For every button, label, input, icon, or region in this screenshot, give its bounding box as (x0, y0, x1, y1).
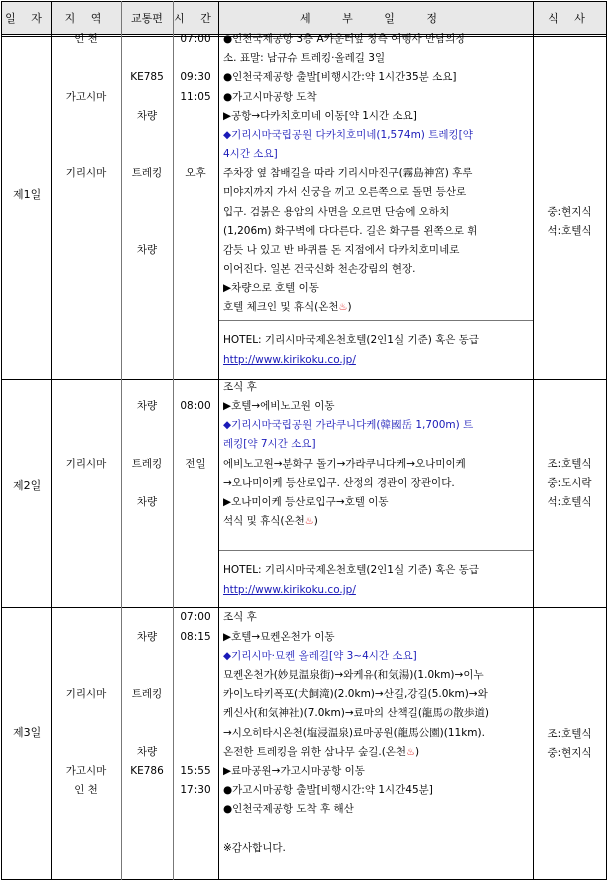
hot-spring-icon: ♨ (304, 516, 314, 527)
day1-region-incheon: 인 천 (74, 33, 98, 45)
day3-time-0700: 07:00 (180, 611, 211, 623)
day1-transport-car: 차량 (136, 110, 158, 122)
rule-day2-end (1, 607, 607, 608)
day1-time-afternoon: 오후 (185, 167, 206, 179)
day2-label: 제2일 (13, 479, 42, 492)
day1-label: 제1일 (13, 188, 42, 201)
day3-transport-car: 차량 (136, 631, 158, 643)
day1-line-14: ▶차량으로 호텔 이동 (223, 282, 319, 294)
header-meal: 식 사 (533, 1, 606, 35)
rule-bottom (1, 879, 607, 880)
day3-region-incheon: 인 천 (74, 784, 98, 796)
day1-region-kirishima: 기리시마 (65, 167, 107, 179)
day1-transport-trekking: 트레킹 (131, 167, 163, 179)
day1-line-3: ●인천국제공항 출발[비행시간:약 1시간35분 소요] (223, 71, 457, 83)
day1-region-kagoshima: 가고시마 (65, 91, 107, 103)
day2-time-0800: 08:00 (180, 400, 211, 412)
header-region: 지 역 (51, 1, 121, 35)
rule-top (1, 1, 607, 2)
day3-line-11: ●인천국제공항 도착 후 해산 (223, 803, 354, 815)
day2-region-kirishima: 기리시마 (65, 458, 107, 470)
day2-line-7: ▶오나미이케 등산로입구→호텔 이동 (223, 496, 389, 508)
day2-meal-dinner: 석:호텔식 (547, 496, 592, 508)
day1-line-5: ▶공항→다카치호미네 이동[약 1시간 소요] (223, 110, 417, 122)
header-transport: 교통편 (121, 1, 173, 35)
day1-time-1105: 11:05 (180, 91, 211, 103)
day1-line-8: 주차장 옆 참배길을 따라 기리시마진구(霧島神宮) 후루 (223, 167, 473, 179)
day3-time-1555: 15:55 (180, 765, 211, 777)
header-time: 시 간 (173, 1, 218, 35)
day1-line-12: 감듯 나 있고 반 바퀴를 돈 지점에서 다카치호미네로 (223, 244, 460, 256)
day1-line-11: (1,206m) 화구벽에 다다른다. 길은 화구를 왼쪽으로 휘 (223, 225, 478, 237)
day2-transport-car: 차량 (136, 400, 158, 412)
day1-line-10: 입구. 검붉은 용암의 사면을 오르면 단숨에 오하치 (223, 206, 450, 218)
day3-line-3: ◆기리시마·묘켄 올레길[약 3~4시간 소요] (223, 650, 417, 662)
rule-col4 (218, 1, 219, 880)
day1-line-9: 미야지까지 가서 신궁을 끼고 오른쪽으로 돌면 등산로 (223, 186, 467, 198)
day1-line-2: 소. 표말: 남규슈 트레킹·올레길 3일 (223, 52, 386, 64)
rule-day1-hotel (218, 320, 533, 321)
day2-transport-car2: 차량 (136, 496, 158, 508)
day1-line-1: ●인천국제공항 3층 A카운터앞 창측 여행사 만남의장 (223, 33, 466, 45)
rule-col3 (173, 1, 174, 880)
day3-line-8: 온전한 트레킹을 위한 삼나무 숲길.(온천♨) (223, 746, 420, 758)
day1-checkin-text: 호텔 체크인 및 휴식(온천 (223, 301, 339, 313)
rule-right (606, 1, 607, 880)
rule-left (1, 1, 2, 880)
day3-line-1: 조식 후 (223, 611, 257, 623)
header-day: 일 자 (2, 1, 51, 35)
header-schedule: 세 부 일 정 (218, 1, 533, 35)
day3-forest-text: 온전한 트레킹을 위한 삼나무 숲길.(온천 (223, 746, 407, 758)
day3-line-4: 묘켄온천가(妙見温泉街)→와케유(和気湯)(1.0km)→이누 (223, 669, 484, 681)
day1-time-0930: 09:30 (180, 71, 211, 83)
day3-meal-breakfast: 조:호텔식 (547, 728, 592, 740)
day1-transport-car2: 차량 (136, 244, 158, 256)
day2-line-5: 에비노고원→분화구 돌기→가라쿠니다케→오나미이케 (223, 458, 466, 470)
day3-line-5: 카이노타키폭포(犬飼滝)(2.0km)→산길,강길(5.0km)→와 (223, 688, 488, 700)
day3-line-9: ▶료마공원→가고시마공항 이동 (223, 765, 365, 777)
day2-hotel: HOTEL: 기리시마국제온천호텔(2인1실 기준) 혹은 동급 (223, 564, 480, 576)
day3-region-kirishima: 기리시마 (65, 688, 107, 700)
day2-line-8: 석식 및 휴식(온천♨) (223, 515, 318, 527)
day1-hotel: HOTEL: 기리시마국제온천호텔(2인1실 기준) 혹은 동급 (223, 334, 480, 346)
day2-rest-text: 석식 및 휴식(온천 (223, 515, 305, 527)
day2-time-allday: 전일 (185, 458, 206, 470)
day1-line-6: ◆기리시마국립공원 다카치호미네(1,574m) 트레킹[약 (223, 129, 473, 141)
day1-meal-dinner: 석:호텔식 (547, 225, 592, 237)
day3-transport-car2: 차량 (136, 746, 158, 758)
day2-meal-lunch: 중:도시락 (547, 477, 592, 489)
day2-line-3: ◆기리시마국립공원 가라쿠니다케(韓國岳 1,700m) 트 (223, 419, 474, 431)
day3-line-7: →시오히타시온천(塩浸温泉)료마공원(龍馬公園)(11km). (223, 727, 485, 739)
day2-line-2: ▶호텔→에비노고원 이동 (223, 400, 335, 412)
day3-line-12: ※감사합니다. (223, 842, 286, 854)
day1-hotel-link[interactable]: http://www.kirikoku.co.jp/ (223, 354, 356, 366)
day3-line-2: ▶호텔→묘켄온천가 이동 (223, 631, 335, 643)
day1-meal-lunch: 중:현지식 (547, 206, 592, 218)
day3-line-6: 케신사(和気神社)(7.0km)→료마의 산책길(龍馬の散歩道) (223, 707, 490, 719)
day1-transport-flight: KE785 (130, 71, 164, 83)
day3-transport-flight: KE786 (130, 765, 164, 777)
day3-region-kagoshima: 가고시마 (65, 765, 107, 777)
day2-meal-breakfast: 조:호텔식 (547, 458, 592, 470)
day3-meal-lunch: 중:현지식 (547, 747, 592, 759)
day3-time-1730: 17:30 (180, 784, 211, 796)
hot-spring-icon: ♨ (338, 302, 348, 313)
hot-spring-icon: ♨ (406, 747, 416, 758)
day1-line-4: ●가고시마공항 도착 (223, 91, 317, 103)
day2-transport-trekking: 트레킹 (131, 458, 163, 470)
day1-line-15: 호텔 체크인 및 휴식(온천♨) (223, 301, 352, 313)
day2-hotel-link[interactable]: http://www.kirikoku.co.jp/ (223, 584, 356, 596)
day3-transport-trekking: 트레킹 (131, 688, 163, 700)
day3-line-10: ●가고시마공항 출발[비행시간:약 1시간45분] (223, 784, 433, 796)
day3-time-0815: 08:15 (180, 631, 211, 643)
rule-day1-end (1, 379, 607, 380)
day3-label: 제3일 (13, 726, 42, 739)
day1-time-0700: 07:00 (180, 33, 211, 45)
day2-line-4: 레킹[약 7시간 소요] (223, 438, 316, 450)
rule-day2-hotel (218, 550, 533, 551)
day2-line-6: →오나미이케 등산로입구. 산정의 경관이 장관이다. (223, 477, 455, 489)
day1-line-7: 4시간 소요] (223, 148, 278, 160)
rule-col1 (51, 1, 52, 880)
day2-line-1: 조식 후 (223, 381, 257, 393)
day1-line-13: 이어진다. 일본 건국신화 천손강림의 현장. (223, 263, 416, 275)
